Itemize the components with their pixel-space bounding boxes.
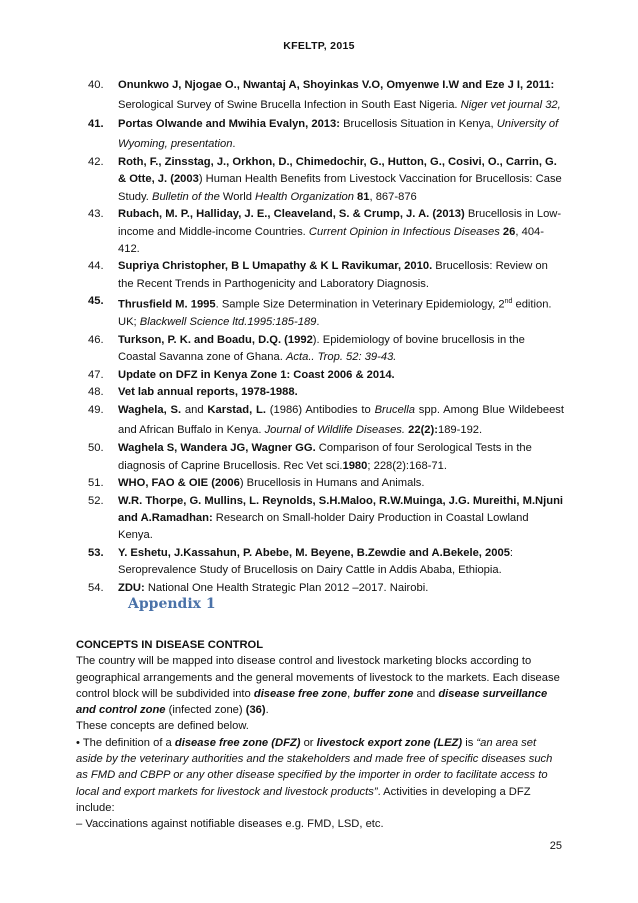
reference-pages: , 867-876 (369, 190, 417, 203)
reference-journal: Bulletin of the (152, 190, 220, 203)
reference-number: 51. (88, 477, 104, 490)
reference-text: Comparison of four Serological Tests in the diagnosis of Caprine Brucellosis. Rec Vet sci. (118, 442, 532, 472)
reference-authors: Turkson, P. K. and Boadu, D.Q. (1992 (118, 333, 313, 346)
reference-authors: Portas Olwande and Mwihia Evalyn, 2013: (118, 118, 340, 130)
reference-authors-2: Karstad, L. (207, 404, 266, 417)
reference-42 (88, 154, 564, 206)
reference-54 (88, 580, 564, 597)
reference-journal: Acta.. Trop. 52: 39-43. (285, 351, 397, 364)
reference-journal: University of Wyoming, presentation (118, 118, 559, 150)
reference-number: 54. (88, 581, 104, 594)
reference-51 (88, 475, 564, 492)
reference-41 (88, 115, 564, 154)
reference-authors: Supriya Christopher, B L Umapathy & K L Ravikumar, 2010. (118, 260, 433, 273)
reference-number: 45. (88, 295, 104, 308)
page-number: 25 (549, 840, 562, 852)
reference-journal: Niger vet journal 32, (460, 98, 561, 111)
reference-text: Brucellosis in Low-income and Middle-income Countries. (118, 208, 562, 238)
reference-number: 50. (88, 442, 104, 455)
reference-text: National One Health Strategic Plan 2012 –2017. Nairobi. (144, 581, 429, 594)
reference-journal: Blackwell Science ltd.1995:185-189 (139, 316, 317, 329)
page-header: KFELTP, 2015 (283, 40, 355, 52)
reference-46 (88, 332, 564, 367)
reference-tail: . (316, 316, 320, 329)
reference-number: 53. (88, 546, 104, 559)
reference-authors: ZDU: (118, 581, 145, 594)
reference-49 (88, 401, 564, 440)
reference-45 (88, 293, 564, 332)
reference-text: ). Epidemiology of bovine brucellosis in the Coastal Savanna zone of Ghana. (118, 333, 525, 364)
reference-volume: 22(2): (405, 423, 438, 436)
reference-journal-2: Health Organization (255, 190, 354, 203)
reference-text: Serological Survey of Swine Brucella Infection in South East Nigeria. (118, 98, 461, 111)
reference-pages: , 404-412. (118, 225, 544, 256)
section-heading: CONCEPTS IN DISEASE CONTROL (76, 639, 264, 651)
reference-text: ) Brucellosis in Humans and Animals. (239, 477, 425, 490)
reference-number: 40. (88, 79, 104, 91)
reference-text-2: edition. UK; (118, 298, 552, 329)
reference-number: 42. (88, 156, 104, 168)
reference-tail: . (232, 137, 236, 150)
concepts-section (76, 637, 562, 833)
reference-text: ) Human Health Benefits from Livestock Vaccination for Brucellosis: Case Study. (118, 173, 562, 203)
paragraph-dfz-definition: • The definition of a disease free zone (DFZ) or livestock export zone (LEZ) is “an area set aside by the veterinary authorities and the stakeholders and made free of specific diseases such as FMD and CBPP or any other disease specified by the importer in order to facilitate access to local and export markets for livestock and livestock products”. Activities in developing a DFZ include: (76, 736, 553, 814)
reference-number: 52. (88, 494, 104, 507)
reference-volume: 26 (499, 225, 516, 238)
reference-authors: Waghela, S. (118, 404, 182, 417)
paragraph-vaccinations: – Vaccinations against notifiable diseases e.g. FMD, LSD, etc. (76, 818, 384, 831)
reference-authors: Update on DFZ in Kenya Zone 1: Coast 2006 & 2014. (118, 368, 395, 381)
reference-pages: 189-192. (437, 423, 483, 436)
reference-genus: Brucella (374, 404, 415, 417)
reference-list (88, 76, 564, 597)
reference-number: 49. (88, 404, 104, 417)
reference-text-2: (1986) Antibodies to (265, 404, 375, 417)
reference-text: Brucellosis: Review on the Recent Trends in Parthogenicity and Laboratory Diagnosis. (118, 260, 548, 290)
reference-44 (88, 258, 564, 293)
reference-47 (88, 367, 564, 384)
reference-text: . Sample Size Determination in Veterinary Epidemiology, 2 (215, 298, 505, 311)
reference-text: and (181, 404, 208, 417)
reference-number: 46. (88, 333, 104, 346)
reference-authors: W.R. Thorpe, G. Mullins, L. Reynolds, S.H.Maloo, R.W.Muinga, J.G. Mureithi, M.Njuni and A.Ramadhan: (118, 494, 564, 525)
reference-year: 1980 (342, 459, 368, 472)
reference-journal: Current Opinion in Infectious Diseases (308, 225, 500, 238)
reference-authors: Waghela S, Wandera JG, Wagner GG. (118, 442, 316, 455)
reference-40 (88, 76, 564, 115)
reference-number: 44. (88, 260, 104, 273)
reference-52 (88, 493, 564, 545)
reference-text: : Seroprevalence Study of Brucellosis on Dairy Cattle in Addis Ababa, Ethiopia. (118, 546, 514, 577)
reference-number: 41. (88, 118, 104, 130)
reference-superscript: nd (504, 298, 513, 306)
paragraph-zones: The country will be mapped into disease control and livestock marketing blocks according to geographical arrangements and the general movements of livestock to the markets. Each disease control block will be subdivided into disease free zone, buffer zone and disease surveillance and control zone (infected zone) (36). (76, 655, 560, 717)
reference-journal: Journal of Wildlife Diseases. (264, 423, 406, 436)
reference-volume: 81 (353, 190, 370, 203)
reference-number: 48. (88, 386, 104, 399)
reference-authors: Rubach, M. P., Halliday, J. E., Cleaveland, S. & Crump, J. A. (2013) (118, 208, 465, 221)
reference-tail: World (219, 190, 256, 203)
reference-tail: spp. Among Blue Wildebeest and African Buffalo in Kenya. (118, 404, 564, 436)
reference-43 (88, 206, 564, 258)
reference-authors: Onunkwo J, Njogae O., Nwantaj A, Shoyinkas V.O, Omyenwe I.W and Eze J I, 2011: (118, 79, 555, 91)
reference-53 (88, 545, 564, 580)
reference-50 (88, 440, 564, 475)
reference-authors: Thrusfield M. 1995 (118, 298, 216, 311)
reference-authors: Y. Eshetu, J.Kassahun, P. Abebe, M. Beyene, B.Zewdie and A.Bekele, 2005 (118, 546, 510, 559)
appendix-title: Appendix 1 (128, 596, 216, 612)
reference-pages: ; 228(2):168-71. (367, 459, 447, 472)
reference-authors: WHO, FAO & OIE (2006 (118, 477, 240, 490)
reference-48 (88, 384, 564, 401)
reference-authors: Vet lab annual reports, 1978-1988. (118, 386, 298, 399)
reference-number: 43. (88, 208, 104, 221)
reference-text: Research on Small-holder Dairy Production in Coastal Lowland Kenya. (118, 512, 529, 542)
reference-number: 47. (88, 368, 104, 381)
reference-authors: Roth, F., Zinsstag, J., Orkhon, D., Chimedochir, G., Hutton, G., Cosivi, O., Carrin, G. & Otte, J. (2003 (118, 156, 557, 186)
reference-text: Brucellosis Situation in Kenya, (339, 118, 497, 130)
paragraph-defined: These concepts are defined below. (76, 720, 249, 733)
